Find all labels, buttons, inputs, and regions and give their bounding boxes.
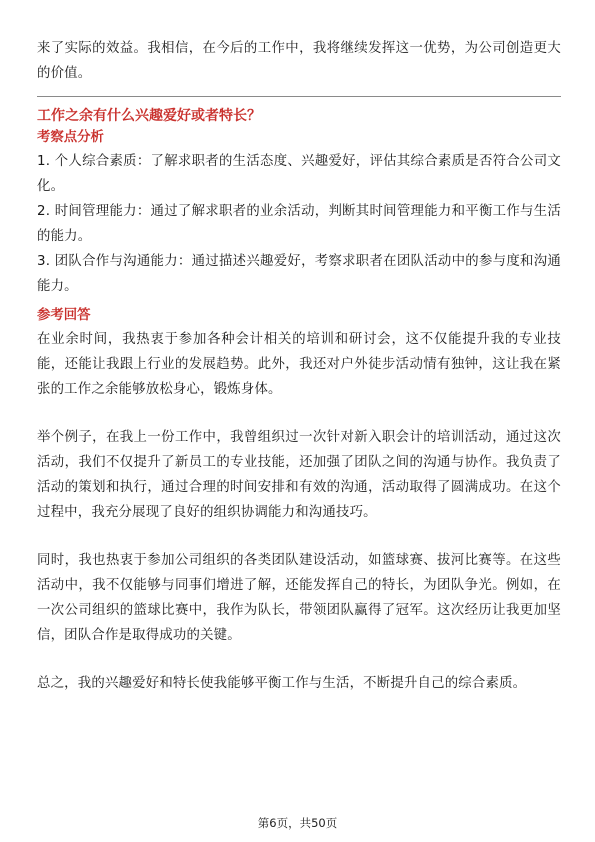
question-title: 工作之余有什么兴趣爱好或者特长？	[37, 108, 261, 124]
answer-paragraph: 同时，我也热衷于参加公司组织的各类团队建设活动，如篮球赛、拔河比赛等。在这些活动中，我不仅能够与同事们增进了解，还能发挥自己的特长，为团队争光。例如，在一次公司组织的篮球比赛中，我作为队长，带领团队赢得了冠军。这次经历让我更加坚信，团队合作是取得成功的关键。	[37, 553, 561, 643]
document-page	[37, 36, 561, 696]
answer-paragraph: 总之，我的兴趣爱好和特长使我能够平衡工作与生活，不断提升自己的综合素质。	[37, 676, 527, 691]
analysis-item: 3. 团队合作与沟通能力：通过描述兴趣爱好，考察求职者在团队活动中的参与度和沟通能力。	[37, 254, 561, 294]
section-divider	[37, 96, 561, 97]
paragraph-gap	[37, 648, 561, 671]
analysis-heading: 考察点分析	[37, 130, 104, 145]
answer-heading: 参考回答	[37, 308, 91, 323]
paragraph-gap	[37, 402, 561, 425]
analysis-item: 1. 个人综合素质：了解求职者的生活态度、兴趣爱好，评估其综合素质是否符合公司文化。	[37, 154, 561, 194]
analysis-item: 2. 时间管理能力：通过了解求职者的业余活动，判断其时间管理能力和平衡工作与生活的能力。	[37, 204, 561, 244]
page-number: 第6页，共50页	[257, 816, 338, 830]
paragraph-gap	[37, 525, 561, 548]
answer-paragraph: 在业余时间，我热衷于参加各种会计相关的培训和研讨会，这不仅能提升我的专业技能，还能让我跟上行业的发展趋势。此外，我还对户外徒步活动情有独钟，这让我在紧张的工作之余能够放松身心，锻炼身体。	[37, 332, 561, 397]
intro-paragraph: 来了实际的效益。我相信，在今后的工作中，我将继续发挥这一优势，为公司创造更大的价值。	[37, 41, 561, 81]
answer-paragraph: 举个例子，在我上一份工作中，我曾组织过一次针对新入职会计的培训活动，通过这次活动，我们不仅提升了新员工的专业技能，还加强了团队之间的沟通与协作。我负责了活动的策划和执行，通过合理的时间安排和有效的沟通，活动取得了圆满成功。在这个过程中，我充分展现了良好的组织协调能力和沟通技巧。	[37, 430, 561, 520]
